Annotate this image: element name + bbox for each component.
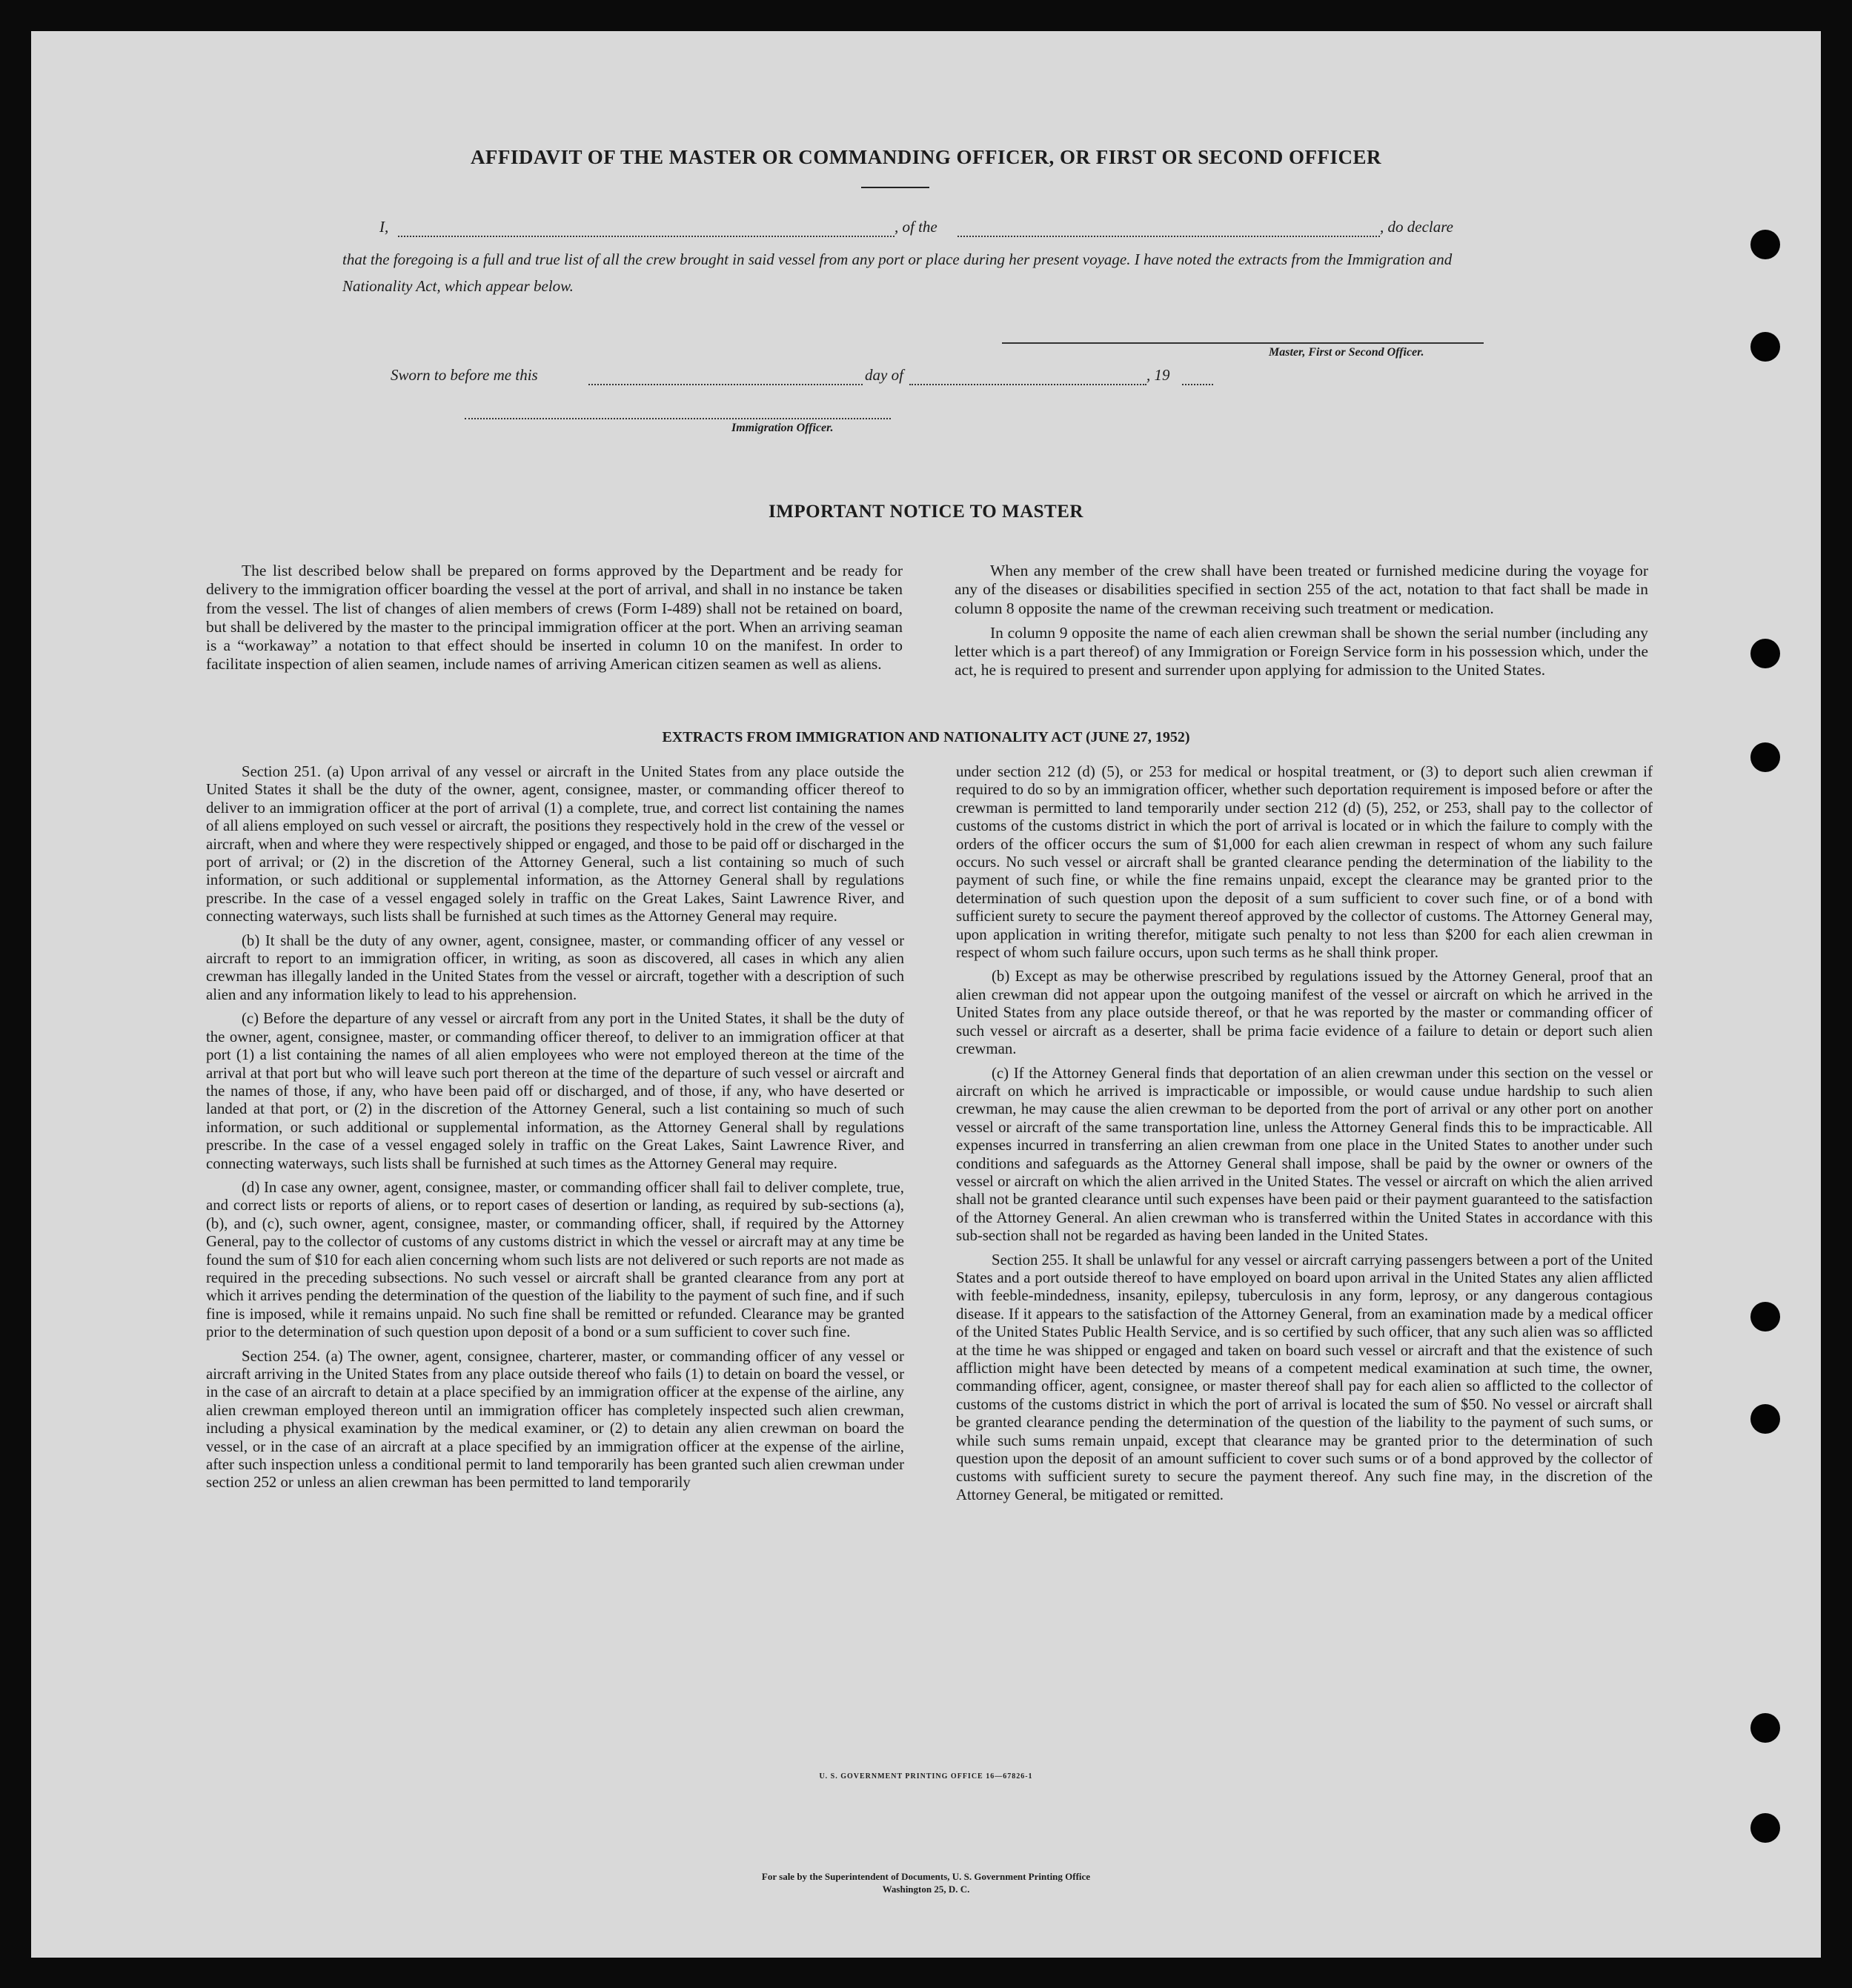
title-rule bbox=[861, 187, 929, 188]
extract-paragraph: (c) If the Attorney General finds that deportation of an alien crewman under this section on the vessel or aircraft on which he arrived is impracticable or impossible, or would cause undue hardship to such alien crewman, he may cause the alien crewman to be deported from the port of arrival or any other port on another vessel or aircraft of the same transportation line, unless the Attorney General finds this to be impracticable. All expenses incurred in transferring an alien crewman from one place in the United States to another under such conditions and safeguards as the Attorney General shall impose, shall be paid by the owner or owners of the vessel or aircraft on which the alien arrived in the United States. The vessel or aircraft on which the alien arrived shall not be granted clearance until such expenses have been paid or their payment guaranteed to the satisfaction of the Attorney General. An alien crewman who is transferred within the United States in accordance with this sub-section shall not be regarded as having been landed in the United States. bbox=[956, 1064, 1653, 1245]
punch-hole bbox=[1750, 742, 1780, 772]
extracts-left-column bbox=[206, 763, 904, 1498]
punch-hole bbox=[1750, 639, 1780, 668]
do-declare-label: , do declare bbox=[1380, 218, 1453, 236]
sworn-label: Sworn to before me this bbox=[391, 366, 538, 384]
i-label: I, bbox=[379, 218, 389, 236]
extracts-right-column bbox=[956, 763, 1653, 1510]
sworn-year-field[interactable] bbox=[1182, 384, 1213, 385]
punch-hole bbox=[1750, 1813, 1780, 1843]
year-label: , 19 bbox=[1146, 366, 1170, 384]
master-caption: Master, First or Second Officer. bbox=[1269, 346, 1424, 359]
form-sheet bbox=[31, 31, 1821, 1958]
of-the-label: , of the bbox=[895, 218, 937, 236]
notice-right-column bbox=[955, 562, 1648, 686]
officer-signature-line[interactable] bbox=[465, 418, 891, 419]
notice-title: IMPORTANT NOTICE TO MASTER bbox=[769, 502, 1083, 522]
extract-paragraph: Section 251. (a) Upon arrival of any vessel or aircraft in the United States from any place outside the United States it shall be the duty of the owner, agent, consignee, master, or commanding officer thereof to deliver to an immigration officer at the port of arrival (1) a complete, true, and correct list containing the names of all aliens employed on such vessel or aircraft, the positions they respectively hold in the crew of the vessel or aircraft, when and where they were respectively shipped or engaged, and those to be paid off or discharged in the port of arrival; or (2) in the discretion of the Attorney General, such a list containing so much of such information, or such additional or supplemental information, as the Attorney General shall by regulations prescribe. In the case of a vessel engaged solely in traffic on the Great Lakes, Saint Lawrence River, and connecting waterways, such lists shall be furnished at such times as the Attorney General may require. bbox=[206, 763, 904, 925]
extract-paragraph: (c) Before the departure of any vessel or aircraft from any port in the United States, it shall be the duty of the owner, agent, consignee, master, or commanding officer thereof, to deliver to an immigration officer at that port (1) a list containing the names of all alien employees who were not employed thereon at the time of the arrival at that port but who will leave such port thereon at the time of the departure of such vessel or aircraft and the names of those, if any, who have been paid off or discharged, and of those, if any, who have deserted or landed at that port, or (2) in the discretion of the Attorney General, such a list containing so much of such information, or such additional or supplemental information, as the Attorney General shall by regulations prescribe. In the case of a vessel engaged solely in traffic on the Great Lakes, Saint Lawrence River, and connecting waterways, such lists shall be furnished at such times as the Attorney General may require. bbox=[206, 1010, 904, 1172]
notice-left-text: The list described below shall be prepared on forms approved by the Department and be ready for delivery to the immigration officer boarding the vessel at the port of arrival, and shall in no instance be taken from the vessel. The list of changes of alien members of crews (Form I-489) shall not be retained on board, but shall be delivered by the master to the principal immigration officer at the port. When an arriving seaman is a “workaway” a notation to that effect should be inserted in column 10 on the manifest. In order to facilitate inspection of alien seamen, include names of arriving American citizen seamen as well as aliens. bbox=[206, 562, 903, 674]
punch-hole bbox=[1750, 1713, 1780, 1743]
notice-right-text-2: In column 9 opposite the name of each alien crewman shall be shown the serial number (including any letter which is a part thereof) of any Immigration or Foreign Service form in his possession which, under the act, he is required to present and surrender upon applying for admission to the United States. bbox=[955, 623, 1648, 679]
extract-paragraph: (d) In case any owner, agent, consignee, master, or commanding officer shall fail to deliver complete, true, and correct lists or reports of aliens, or to report cases of desertion or landing, as required by sub-sections (a), (b), and (c), such owner, agent, consignee, master, or commanding officer, shall, if required by the Attorney General, pay to the collector of customs of any customs district in which the vessel or aircraft may at any time be found the sum of $10 for each alien concerning whom such lists are not delivered or such reports are not made as required in the preceding subsections. No such vessel or aircraft shall be granted clearance from any port at which it arrives pending the determination of the question of the liability to the payment of such fine, and if such fine is imposed, while it remains unpaid. No such fine shall be remitted or refunded. Clearance may be granted prior to the determination of such question upon deposit of a bond or a sum sufficient to cover such fine. bbox=[206, 1178, 904, 1341]
notice-right-text-1: When any member of the crew shall have been treated or furnished medicine during the voyage for any of the diseases or disabilities specified in section 255 of the act, notation to that fact shall be made in column 8 opposite the name of the crewman receiving such treatment or medication. bbox=[955, 562, 1648, 617]
sale-line-2: Washington 25, D. C. bbox=[882, 1884, 970, 1895]
punch-hole bbox=[1750, 332, 1780, 362]
vessel-field[interactable] bbox=[957, 236, 1380, 237]
extract-paragraph: (b) It shall be the duty of any owner, agent, consignee, master, or commanding officer of any vessel or aircraft to report to an immigration officer, in writing, as soon as discovered, all cases in which any alien crewman has illegally landed in the United States from the vessel or aircraft, together with a description of such alien and any information likely to lead to his apprehension. bbox=[206, 931, 904, 1003]
extract-paragraph: (b) Except as may be otherwise prescribed by regulations issued by the Attorney General, proof that an alien crewman did not appear upon the outgoing manifest of the vessel or aircraft on which he arrived in the United States from any place outside thereof, or that he was reported by the master or commanding officer of such vessel or aircraft as a deserter, shall be prima facie evidence of a failure to detain or deport such alien crewman. bbox=[956, 968, 1653, 1058]
sworn-day-field[interactable] bbox=[588, 384, 863, 385]
day-of-label: day of bbox=[865, 366, 903, 384]
notice-left-column bbox=[206, 562, 903, 680]
punch-hole bbox=[1750, 1404, 1780, 1434]
punch-hole bbox=[1750, 1302, 1780, 1332]
printing-office-line: U. S. GOVERNMENT PRINTING OFFICE 16—67826-1 bbox=[819, 1772, 1033, 1781]
extract-paragraph: Section 254. (a) The owner, agent, consignee, charterer, master, or commanding officer of any vessel or aircraft arriving in the United States from any place outside thereof who fails (1) to detain on board the vessel, or in the case of an aircraft to detain at a place specified by an immigration officer at the expense of the airline, any alien crewman employed thereon until an immigration officer has completely inspected such alien crewman, including a physical examination by the medical examiner, or (2) to detain any alien crewman on board the vessel, or in the case of an aircraft at a place specified by an immigration officer at the expense of the airline, after such inspection unless a conditional permit to land temporarily has been granted such alien crewman under section 252 or unless an alien crewman has been permitted to land temporarily bbox=[206, 1347, 904, 1492]
extracts-title: EXTRACTS FROM IMMIGRATION AND NATIONALITY ACT (JUNE 27, 1952) bbox=[662, 729, 1190, 745]
sale-line-1: For sale by the Superintendent of Documents, U. S. Government Printing Office bbox=[761, 1871, 1091, 1882]
extract-paragraph: under section 212 (d) (5), or 253 for medical or hospital treatment, or (3) to deport such alien crewman if required to do so by an immigration officer, whether such deportation requirement is imposed before or after the crewman is permitted to land temporarily under section 212 (d) (5), 252, or 253, shall pay to the collector of customs of the customs district in which the port of arrival is located or in which the failure to comply with the orders of the officer occurs the sum of $1,000 for each alien crewman in respect of whom any such failure occurs. No such vessel or aircraft shall be granted clearance pending the determination of the liability to the payment of such fine, or while the fine remains unpaid, except the clearance may be granted prior to the determination of such question upon the deposit of a sum sufficient to cover such fine, or of a bond with sufficient surety to secure the payment thereof approved by the collector of customs. The Attorney General may, upon application in writing therefor, mitigate such penalty to not less than $200 for each alien crewman in respect of whom such failure occurs, upon such terms as he shall think proper. bbox=[956, 763, 1653, 962]
sworn-month-field[interactable] bbox=[909, 384, 1146, 385]
officer-caption: Immigration Officer. bbox=[731, 422, 834, 434]
affidavit-title: AFFIDAVIT OF THE MASTER OR COMMANDING OFFICER, OR FIRST OR SECOND OFFICER bbox=[470, 146, 1382, 168]
master-signature-line[interactable] bbox=[1002, 342, 1484, 344]
name-field[interactable] bbox=[398, 236, 895, 237]
declaration-text: that the foregoing is a full and true list of all the crew brought in said vessel from any port or place during her present voyage. I have noted the extracts from the Immigration and Nationality Act, which appear below. bbox=[342, 250, 1453, 295]
punch-hole bbox=[1750, 230, 1780, 259]
extract-paragraph: Section 255. It shall be unlawful for any vessel or aircraft carrying passengers between a port of the United States and a port outside thereof to have employed on board upon arrival in the United States any alien afflicted with feeble-mindedness, insanity, epilepsy, tuberculosis in any form, leprosy, or any dangerous contagious disease. If it appears to the satisfaction of the Attorney General, from an examination made by a medical officer of the United States Public Health Service, and is so certified by such officer, that any such alien was so afflicted at the time he was shipped or engaged and taken on board such vessel or aircraft and that the existence of such affliction might have been detected by means of a competent medical examination at such time, the owner, commanding officer, agent, consignee, or master thereof shall pay for each alien so afflicted to the collector of customs of the customs district in which the port of arrival is located the sum of $50. No vessel or aircraft shall be granted clearance pending the determination of the question of the liability to the payment of such sums, or while such sums remain unpaid, except that clearance may be granted prior to the determination of such question upon the deposit of an amount sufficient to cover such sums or of a bond approved by the collector of customs with sufficient surety to secure the payment thereof. Any such fine may, in the discretion of the Attorney General, be mitigated or remitted. bbox=[956, 1251, 1653, 1503]
